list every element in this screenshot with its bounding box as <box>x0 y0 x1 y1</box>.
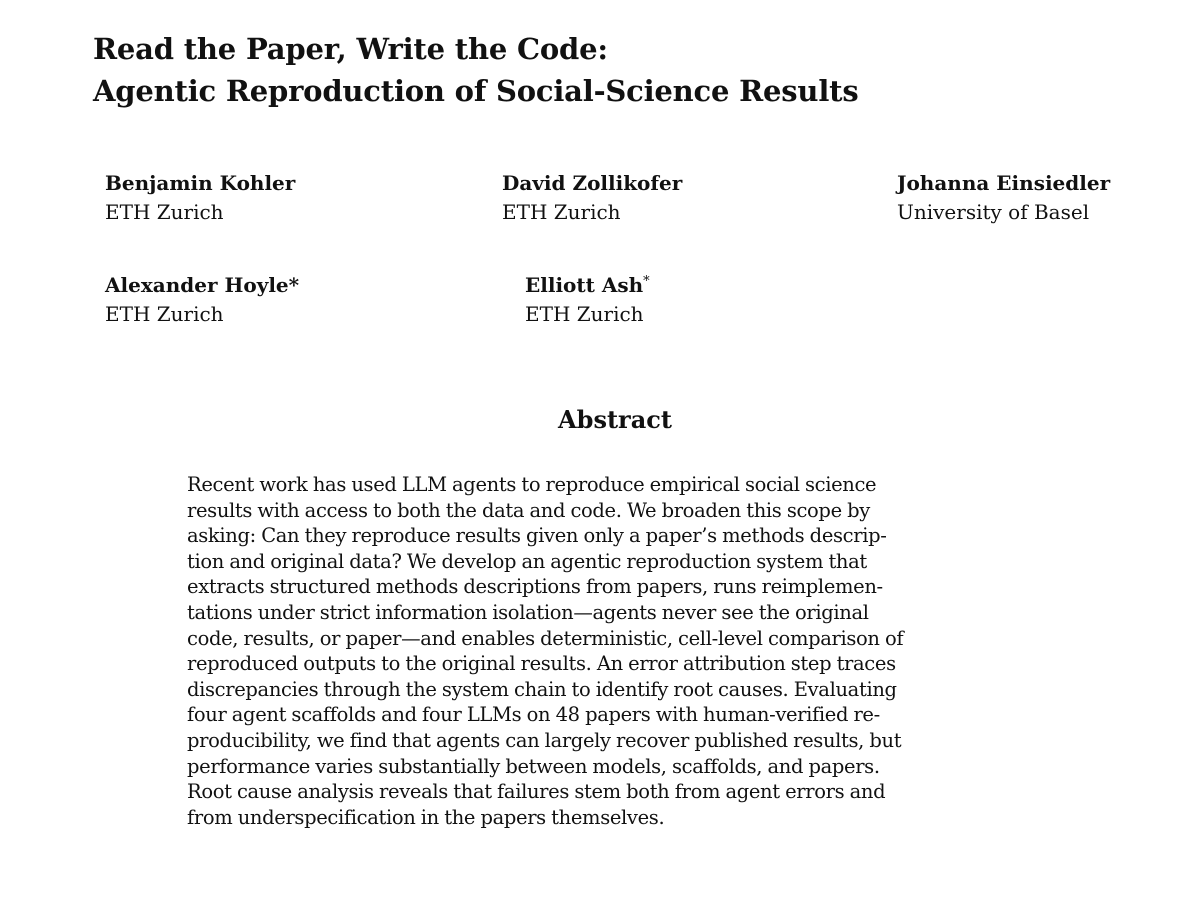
abstract-line: discrepancies through the system chain to identify root causes. Evaluating <box>187 677 897 701</box>
author-name: Johanna Einsiedler <box>897 171 1111 195</box>
abstract-line: four agent scaffolds and four LLMs on 48 papers with human-verified re- <box>187 703 880 727</box>
author-affiliation: ETH Zurich <box>502 200 621 224</box>
author-block-hoyle <box>105 271 299 329</box>
abstract-line: Root cause analysis reveals that failures stem both from agent errors and <box>187 780 886 804</box>
author-name: Elliott Ash* <box>525 273 650 297</box>
abstract-line: code, results, or paper—and enables deterministic, cell-level comparison of <box>187 626 904 650</box>
author-block-einsiedler <box>897 169 1110 227</box>
abstract-line: Recent work has used LLM agents to reproduce empirical social science <box>187 473 877 496</box>
title-line-1: Read the Paper, Write the Code: <box>93 32 608 66</box>
abstract-line: from underspecification in the papers themselves. <box>187 805 665 829</box>
abstract-line: producibility, we find that agents can largely recover published results, but <box>187 728 902 752</box>
equal-contribution-mark: * <box>643 274 650 289</box>
author-block-kohler <box>105 169 295 227</box>
author-block-zollikofer <box>502 169 682 227</box>
author-affiliation: ETH Zurich <box>105 302 224 326</box>
abstract-line: extracts structured methods descriptions from papers, runs reimplemen- <box>187 575 883 599</box>
abstract-line: tations under strict information isolation—agents never see the original <box>187 600 869 624</box>
paper-title <box>93 28 858 112</box>
author-name: Benjamin Kohler <box>105 171 296 195</box>
author-affiliation: University of Basel <box>897 200 1090 224</box>
abstract-line: asking: Can they reproduce results given only a paper’s methods descrip- <box>187 524 887 548</box>
abstract-line: reproduced outputs to the original results. An error attribution step traces <box>187 652 896 676</box>
author-affiliation: ETH Zurich <box>105 200 224 224</box>
abstract-body <box>187 472 1043 830</box>
author-block-ash <box>525 271 650 329</box>
author-name: David Zollikofer <box>502 171 683 195</box>
abstract-heading: Abstract <box>558 405 672 434</box>
author-affiliation: ETH Zurich <box>525 302 644 326</box>
abstract-line: performance varies substantially between models, scaffolds, and papers. <box>187 754 880 778</box>
author-name: Alexander Hoyle* <box>105 273 300 297</box>
abstract-line: results with access to both the data and code. We broaden this scope by <box>187 498 870 522</box>
title-line-2: Agentic Reproduction of Social-Science Results <box>93 74 859 108</box>
abstract-line: tion and original data? We develop an agentic reproduction system that <box>187 549 867 573</box>
